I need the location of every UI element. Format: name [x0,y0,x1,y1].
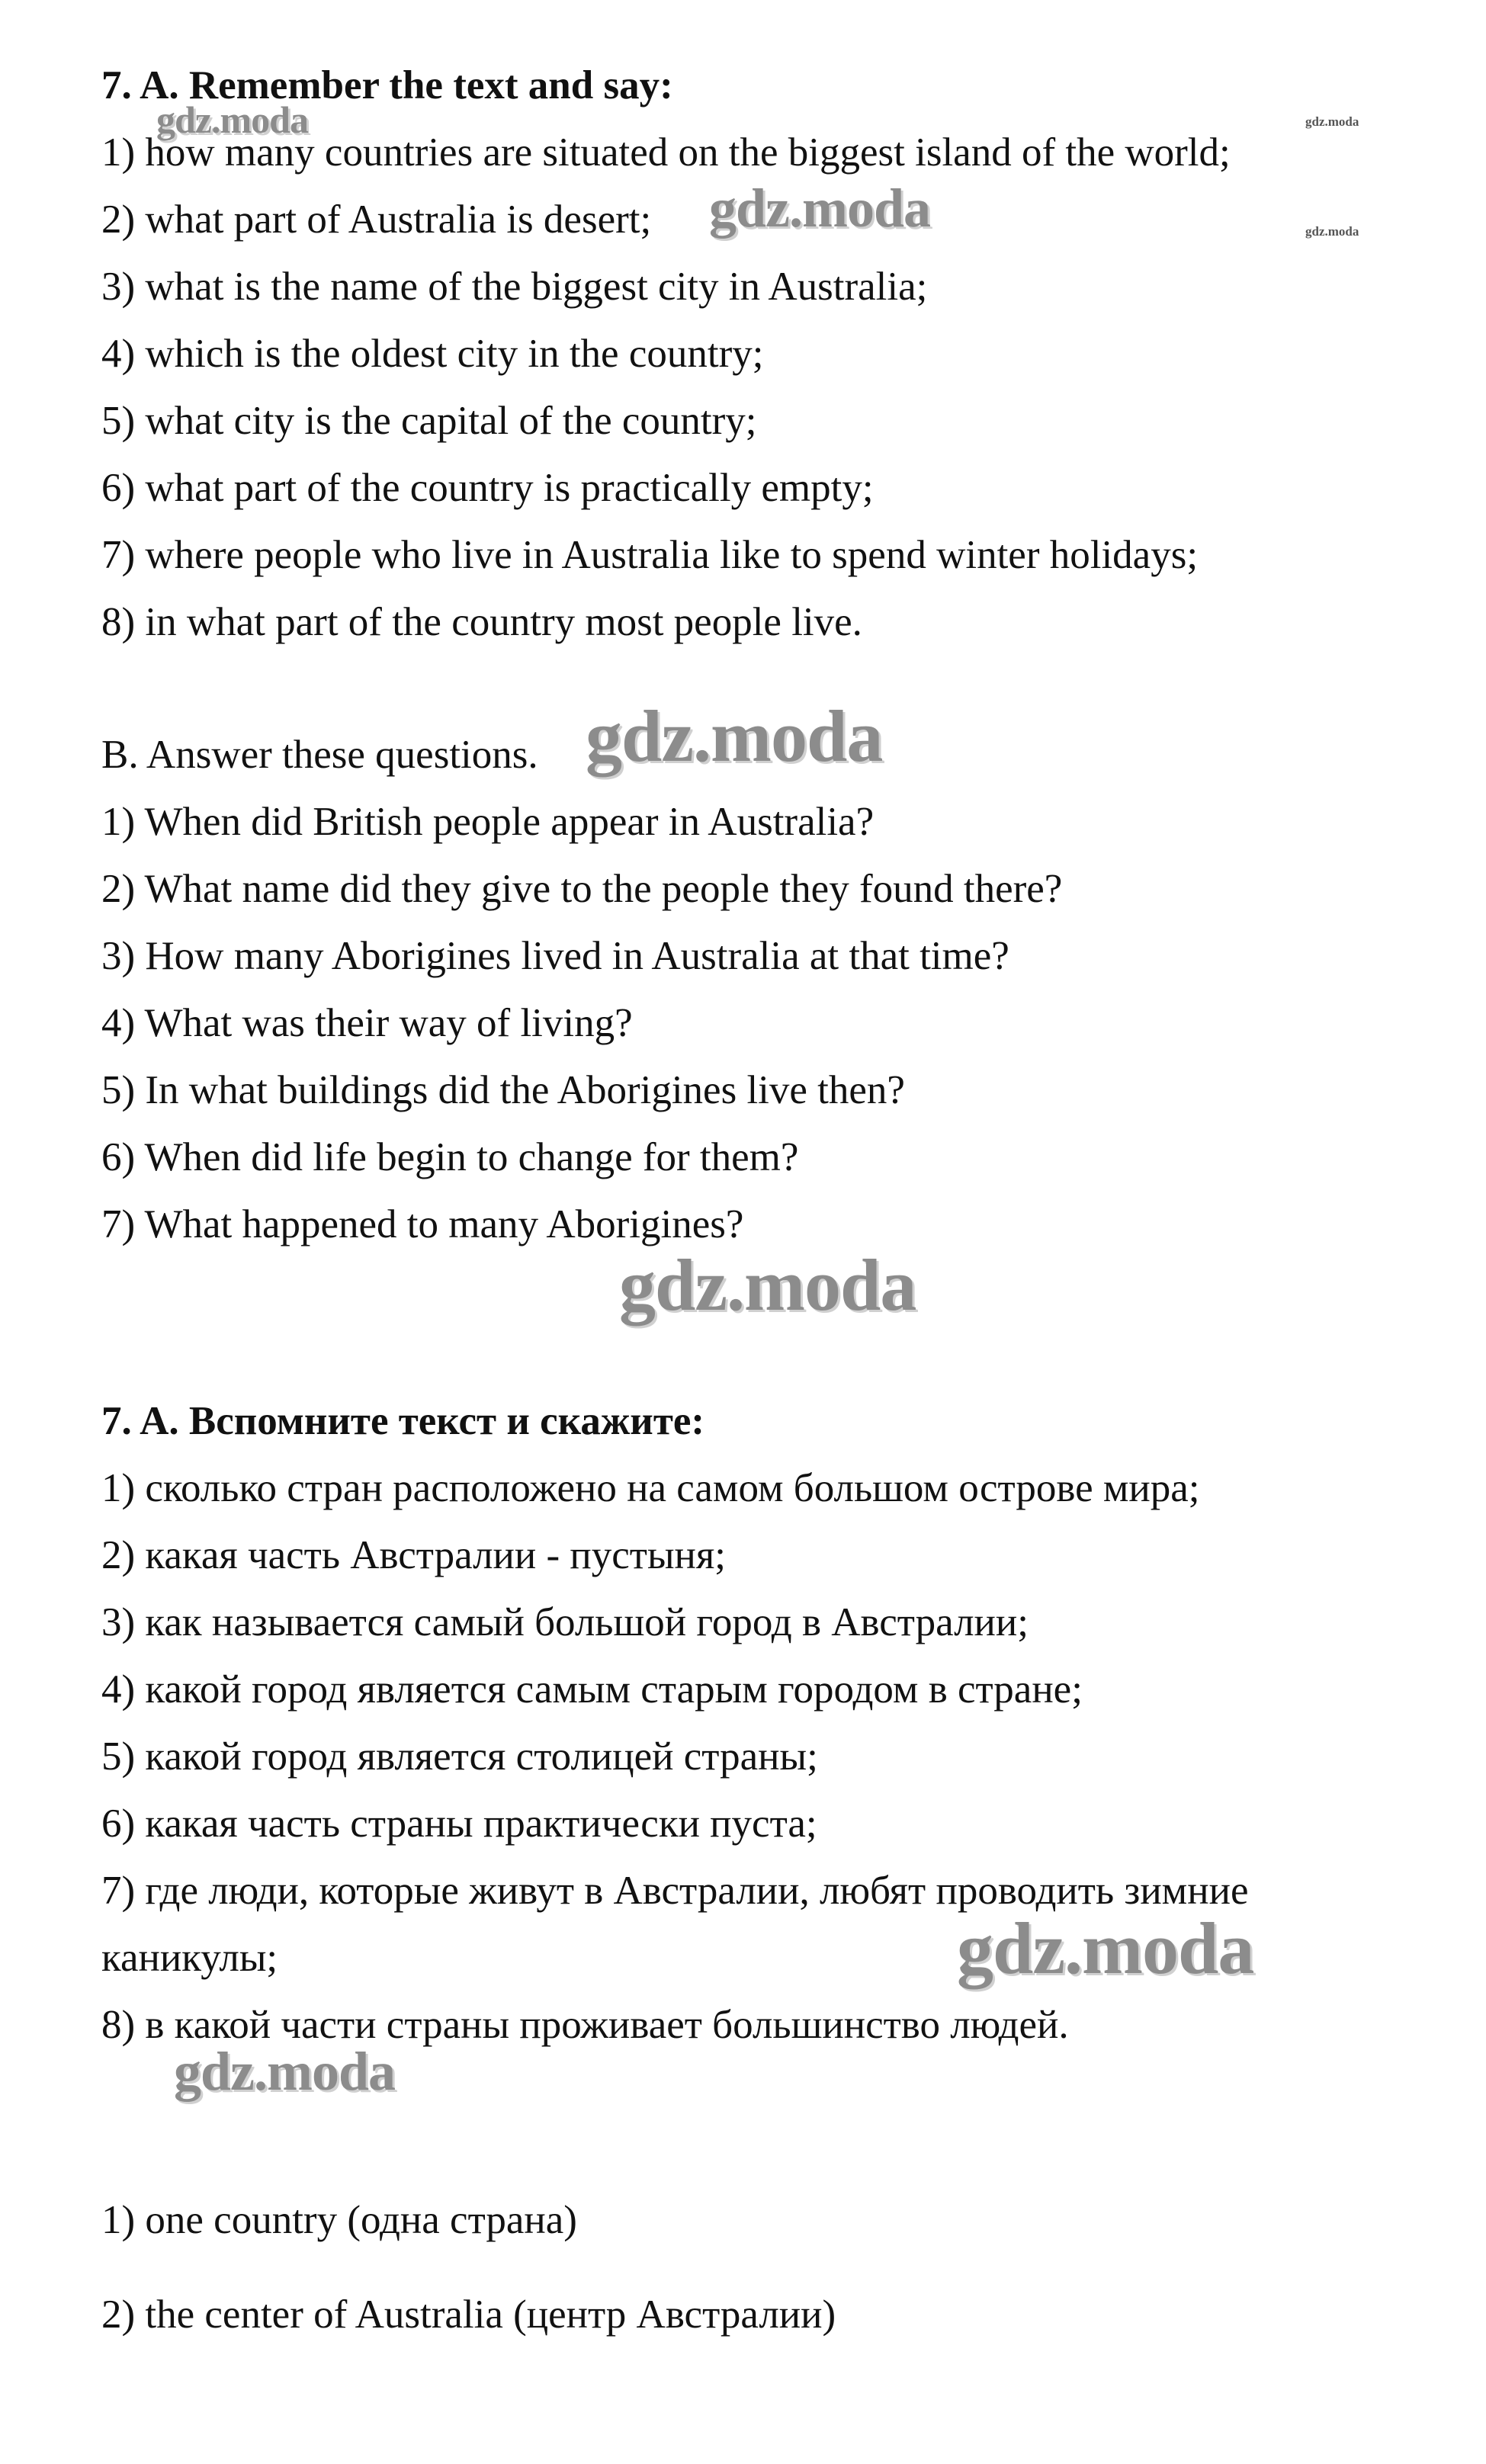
watermark: gdz.moda [1305,224,1359,239]
heading-en: 7. A. Remember the text and say: [101,63,673,107]
answer-1: 1) one country (одна страна) [101,2198,577,2242]
ru-item-8: 8) в какой части страны проживает большинство людей. [101,2003,1069,2047]
ru-item-7: 7) где люди, которые живут в Австралии, любят проводить зимние [101,1869,1249,1913]
heading-b: B. Answer these questions. [101,733,538,777]
ru-item-2: 2) какая часть Австралии - пустыня; [101,1533,727,1577]
watermark: gdz.moda [156,98,308,141]
b-item-3: 3) How many Aborigines lived in Australia at that time? [101,934,1009,978]
ru-item-3: 3) как называется самый большой город в Австралии; [101,1600,1029,1644]
b-item-2: 2) What name did they give to the people they found there? [101,867,1063,911]
en-item-3: 3) what is the name of the biggest city in Australia; [101,265,928,309]
b-item-7: 7) What happened to many Aborigines? [101,1202,744,1246]
watermark: gdz.moda [709,178,931,239]
watermark: gdz.moda [586,695,883,777]
b-item-5: 5) In what buildings did the Aborigines live then? [101,1068,905,1112]
en-item-5: 5) what city is the capital of the country; [101,399,757,443]
ru-item-1: 1) сколько стран расположено на самом большом острове мира; [101,1466,1200,1510]
b-item-4: 4) What was their way of living? [101,1001,633,1045]
en-item-4: 4) which is the oldest city in the country; [101,332,764,376]
b-item-1: 1) When did British people appear in Australia? [101,800,875,844]
en-item-7: 7) where people who live in Australia like to spend winter holidays; [101,533,1199,577]
heading-ru: 7. A. Вспомните текст и скажите: [101,1399,705,1443]
en-item-8: 8) in what part of the country most people live. [101,600,862,644]
en-item-2: 2) what part of Australia is desert; [101,197,652,242]
ru-item-7-cont: каникулы; [101,1936,278,1980]
b-item-6: 6) When did life begin to change for them? [101,1135,799,1179]
ru-item-6: 6) какая часть страны практически пуста; [101,1801,817,1846]
ru-item-4: 4) какой город является самым старым городом в стране; [101,1667,1083,1712]
watermark: gdz.moda [1305,114,1359,129]
answer-2: 2) the center of Australia (центр Австралии) [101,2292,836,2337]
watermark: gdz.moda [619,1244,916,1326]
watermark: gdz.moda [957,1907,1254,1989]
ru-item-5: 5) какой город является столицей страны; [101,1734,818,1779]
watermark: gdz.moda [174,2041,396,2102]
en-item-6: 6) what part of the country is practically empty; [101,466,874,510]
en-item-1: 1) how many countries are situated on the biggest island of the world; [101,130,1231,175]
